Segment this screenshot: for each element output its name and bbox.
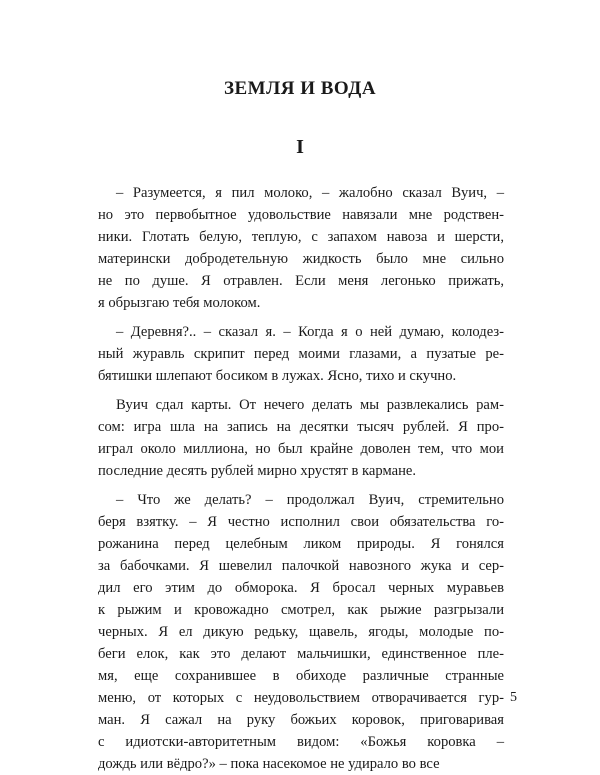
text-line: сом: игра шла на запись на десятки тысяч рублей. Я про- xyxy=(98,419,504,435)
text-line: последние десять рублей мирно хрустят в кармане. xyxy=(98,463,417,479)
text-line: к рыжим и кровожадно смотрел, как рыжие разгрызали xyxy=(98,602,504,618)
paragraph-gap xyxy=(98,314,504,321)
chapter-title: ЗЕМЛЯ И ВОДА xyxy=(223,78,377,99)
text-line: не по душе. Я отравлен. Если меня легонько прижать, xyxy=(98,273,504,289)
paragraph xyxy=(98,489,504,775)
text-line: – Что же делать? – продолжал Вуич, стремительно xyxy=(116,492,504,508)
text-line: мя, еще сохранившее в обиходе различные странные xyxy=(98,668,504,684)
text-line: ный журавль скрипит перед моими глазами, а пузатые ре- xyxy=(98,346,504,362)
text-line: играл около миллиона, но был крайне доволен тем, что мои xyxy=(98,441,504,457)
text-line: я обрызгаю тебя молоком. xyxy=(98,295,261,311)
body-text xyxy=(98,182,504,775)
paragraph xyxy=(98,182,504,314)
text-line: Вуич сдал карты. От нечего делать мы развлекались рам- xyxy=(116,397,504,413)
text-line: с идиотски-авторитетным видом: «Божья коровка – xyxy=(98,734,504,750)
text-line: рожанина перед целебным ликом природы. Я гонялся xyxy=(98,536,504,552)
text-line: ман. Я сажал на руку божьих коровок, приговаривая xyxy=(98,712,504,728)
paragraph-gap xyxy=(98,387,504,394)
section-number: I xyxy=(296,136,304,158)
text-line: беги елок, как это делают мальчишки, единственное пле- xyxy=(98,646,504,662)
text-line: за бабочками. Я шевелил палочкой навозного жука и сер- xyxy=(98,558,504,574)
text-line: ники. Глотать белую, теплую, с запахом навоза и шерсти, xyxy=(98,229,504,245)
text-line: дил его этим до обморока. Я бросал черных муравьев xyxy=(98,580,504,596)
paragraph-gap xyxy=(98,482,504,489)
text-line: бятишки шлепают босиком в лужах. Ясно, тихо и скучно. xyxy=(98,368,457,384)
text-line: черных. Я ел дикую редьку, щавель, ягоды, молодые по- xyxy=(98,624,504,640)
text-line: – Разумеется, я пил молоко, – жалобно сказал Вуич, – xyxy=(116,185,504,201)
paragraph xyxy=(98,394,504,482)
text-line: дождь или вёдро?» – пока насекомое не удирало во все xyxy=(98,756,440,772)
page-number: 5 xyxy=(510,690,517,705)
text-line: беря взятку. – Я честно исполнил свои обязательства го- xyxy=(98,514,504,530)
text-line: но это первобытное удовольствие навязали мне родствен- xyxy=(98,207,504,223)
text-line: матерински добродетельную жидкость было мне сильно xyxy=(98,251,504,267)
text-line: – Деревня?.. – сказал я. – Когда я о ней думаю, колодез- xyxy=(116,324,504,340)
paragraph xyxy=(98,321,504,387)
text-line: меню, от которых с неудовольствием отворачивается гур- xyxy=(98,690,504,706)
